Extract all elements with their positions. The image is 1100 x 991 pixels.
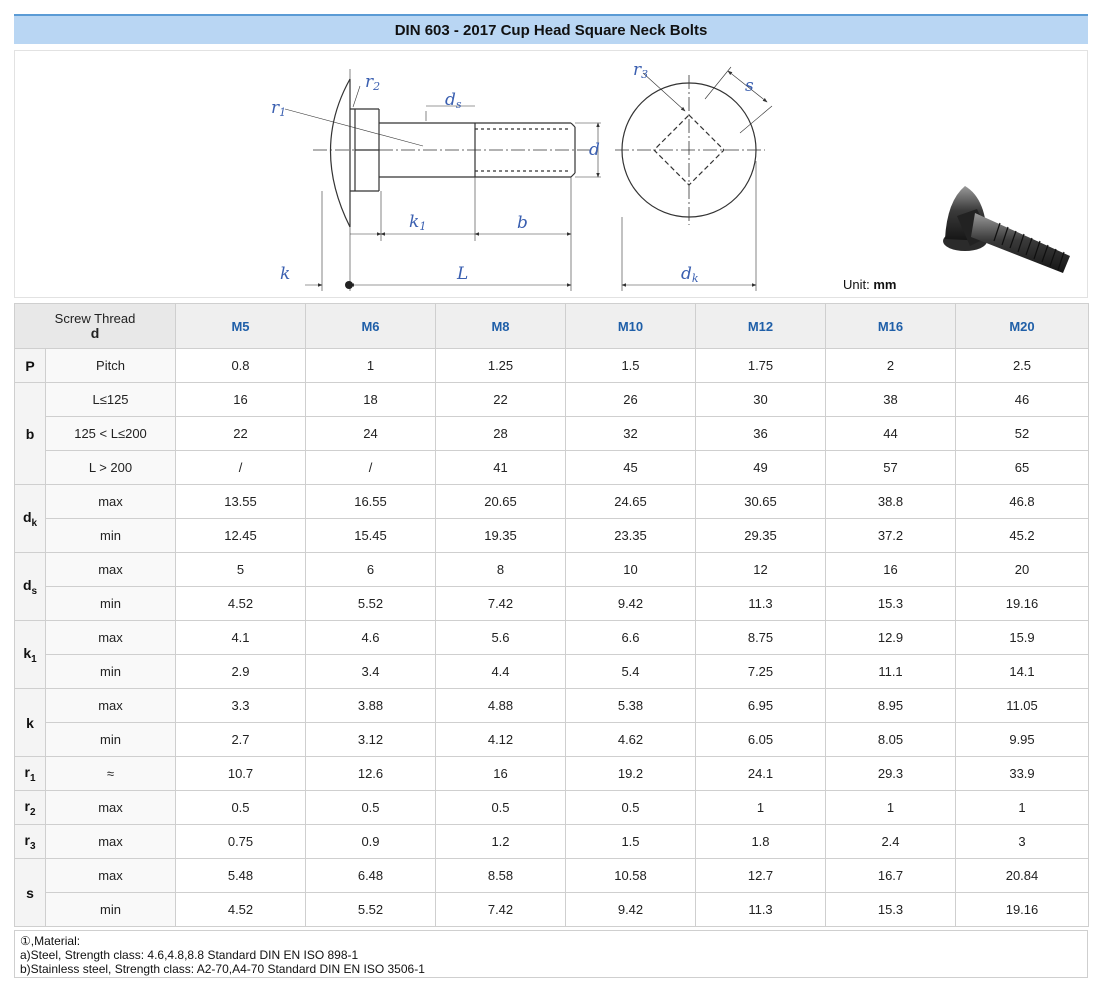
note-line: a)Steel, Strength class: 4.6,4.8,8.8 Standard DIN EN ISO 898-1 [20,948,359,962]
value-cell: 22 [176,417,306,451]
dimension-table [14,303,1089,927]
value-cell: 1 [306,349,436,383]
value-cell: 5.38 [566,689,696,723]
value-cell: 2.7 [176,723,306,757]
value-cell: 3.4 [306,655,436,689]
condition-cell: min [46,519,176,553]
value-cell: 33.9 [956,757,1089,791]
value-cell: 37.2 [826,519,956,553]
column-header: M20 [956,304,1089,349]
value-cell: 1.5 [566,825,696,859]
value-cell: 20.65 [436,485,566,519]
technical-drawing-panel [14,50,1088,298]
value-cell: 12 [696,553,826,587]
value-cell: 16 [826,553,956,587]
table-row [15,587,1089,621]
value-cell: / [176,451,306,485]
value-cell: 0.5 [176,791,306,825]
value-cell: 3 [956,825,1089,859]
condition-cell: min [46,655,176,689]
bolt-end-view [615,67,772,291]
unit-label: Unit: mm [843,277,897,292]
value-cell: 0.5 [566,791,696,825]
table-row [15,655,1089,689]
value-cell: 3.3 [176,689,306,723]
value-cell: 6.48 [306,859,436,893]
parameter-cell: $r_3$ [15,825,46,859]
value-cell: 11.1 [826,655,956,689]
label-s: s [745,76,754,96]
parameter-cell: s [15,859,46,927]
value-cell: 5.52 [306,893,436,927]
parameter-cell: $d_s$ [15,553,46,621]
value-cell: 8.58 [436,859,566,893]
value-cell: / [306,451,436,485]
value-cell: 4.52 [176,587,306,621]
parameter-cell: $k_1$ [15,621,46,689]
value-cell: 1.25 [436,349,566,383]
bolt-drawing [15,51,1089,299]
value-cell: 12.45 [176,519,306,553]
column-header: M8 [436,304,566,349]
page-title: DIN 603 - 2017 Cup Head Square Neck Bolts [14,14,1088,44]
condition-cell: Pitch [46,349,176,383]
value-cell: 15.3 [826,893,956,927]
condition-cell: ≈ [46,757,176,791]
parameter-cell: $r_1$ [15,757,46,791]
parameter-cell: $r_2$ [15,791,46,825]
value-cell: 5.6 [436,621,566,655]
value-cell: 12.6 [306,757,436,791]
value-cell: 1.2 [436,825,566,859]
value-cell: 26 [566,383,696,417]
value-cell: 4.62 [566,723,696,757]
value-cell: 6.6 [566,621,696,655]
value-cell: 3.88 [306,689,436,723]
column-header: M16 [826,304,956,349]
value-cell: 24.1 [696,757,826,791]
condition-cell: 125 < L≤200 [46,417,176,451]
parameter-cell: P [15,349,46,383]
table-row [15,893,1089,927]
table-row [15,723,1089,757]
value-cell: 29.35 [696,519,826,553]
value-cell: 19.2 [566,757,696,791]
table-row [15,825,1089,859]
value-cell: 24.65 [566,485,696,519]
value-cell: 8.05 [826,723,956,757]
value-cell: 32 [566,417,696,451]
value-cell: 7.25 [696,655,826,689]
value-cell: 1.75 [696,349,826,383]
value-cell: 7.42 [436,587,566,621]
value-cell: 5.52 [306,587,436,621]
value-cell: 19.16 [956,893,1089,927]
condition-cell: min [46,723,176,757]
value-cell: 24 [306,417,436,451]
value-cell: 5.4 [566,655,696,689]
value-cell: 11.3 [696,587,826,621]
value-cell: 0.5 [306,791,436,825]
condition-cell: min [46,893,176,927]
table-row [15,553,1089,587]
table-row [15,383,1089,417]
value-cell: 41 [436,451,566,485]
value-cell: 9.42 [566,893,696,927]
value-cell: 13.55 [176,485,306,519]
value-cell: 1 [956,791,1089,825]
label-r1: r1 [271,98,287,119]
value-cell: 12.7 [696,859,826,893]
note-line: b)Stainless steel, Strength class: A2-70,A4-70 Standard DIN EN ISO 3506-1 [20,962,425,976]
parameter-cell: b [15,383,46,485]
condition-cell: max [46,621,176,655]
value-cell: 8 [436,553,566,587]
value-cell: 38 [826,383,956,417]
condition-cell: max [46,825,176,859]
value-cell: 4.52 [176,893,306,927]
value-cell: 16.7 [826,859,956,893]
value-cell: 11.05 [956,689,1089,723]
value-cell: 23.35 [566,519,696,553]
value-cell: 4.6 [306,621,436,655]
value-cell: 49 [696,451,826,485]
label-k1: k1 [409,212,427,233]
value-cell: 10.7 [176,757,306,791]
value-cell: 28 [436,417,566,451]
value-cell: 19.35 [436,519,566,553]
value-cell: 1 [696,791,826,825]
value-cell: 20.84 [956,859,1089,893]
value-cell: 45.2 [956,519,1089,553]
column-header: M10 [566,304,696,349]
value-cell: 4.12 [436,723,566,757]
value-cell: 12.9 [826,621,956,655]
value-cell: 6.95 [696,689,826,723]
value-cell: 46.8 [956,485,1089,519]
bolt-side-view [285,69,601,291]
value-cell: 10 [566,553,696,587]
value-cell: 20 [956,553,1089,587]
table-row [15,621,1089,655]
value-cell: 15.9 [956,621,1089,655]
label-r2: r2 [365,72,381,93]
condition-cell: min [46,587,176,621]
table-row [15,349,1089,383]
value-cell: 4.4 [436,655,566,689]
table-row [15,757,1089,791]
value-cell: 1.5 [566,349,696,383]
value-cell: 0.75 [176,825,306,859]
value-cell: 16.55 [306,485,436,519]
table-row [15,859,1089,893]
value-cell: 9.95 [956,723,1089,757]
value-cell: 15.3 [826,587,956,621]
value-cell: 8.95 [826,689,956,723]
value-cell: 65 [956,451,1089,485]
value-cell: 4.1 [176,621,306,655]
value-cell: 0.5 [436,791,566,825]
parameter-cell: k [15,689,46,757]
value-cell: 10.58 [566,859,696,893]
value-cell: 9.42 [566,587,696,621]
value-cell: 2.9 [176,655,306,689]
table-row [15,519,1089,553]
value-cell: 2.5 [956,349,1089,383]
condition-cell: max [46,791,176,825]
value-cell: 6.05 [696,723,826,757]
value-cell: 18 [306,383,436,417]
value-cell: 7.42 [436,893,566,927]
table-row [15,417,1089,451]
condition-cell: max [46,485,176,519]
value-cell: 1.8 [696,825,826,859]
value-cell: 4.88 [436,689,566,723]
table-row [15,485,1089,519]
value-cell: 38.8 [826,485,956,519]
condition-cell: max [46,689,176,723]
value-cell: 15.45 [306,519,436,553]
value-cell: 30 [696,383,826,417]
value-cell: 6 [306,553,436,587]
condition-cell: L > 200 [46,451,176,485]
label-dk: dk [681,264,699,285]
bolt-photo [943,186,1070,273]
label-d: d [589,140,600,160]
label-r3: r3 [633,60,649,81]
value-cell: 16 [436,757,566,791]
table-row [15,791,1089,825]
value-cell: 46 [956,383,1089,417]
value-cell: 8.75 [696,621,826,655]
value-cell: 22 [436,383,566,417]
value-cell: 2 [826,349,956,383]
value-cell: 11.3 [696,893,826,927]
value-cell: 5 [176,553,306,587]
condition-cell: max [46,859,176,893]
material-notes [14,930,1088,978]
value-cell: 19.16 [956,587,1089,621]
parameter-cell: $d_k$ [15,485,46,553]
table-row [15,451,1089,485]
value-cell: 45 [566,451,696,485]
value-cell: 0.9 [306,825,436,859]
label-b: b [517,213,528,233]
table-header-row [15,304,1089,349]
value-cell: 14.1 [956,655,1089,689]
value-cell: 16 [176,383,306,417]
condition-cell: max [46,553,176,587]
value-cell: 36 [696,417,826,451]
screw-thread-header: Screw Thread d [15,304,176,349]
label-L: L [457,264,469,284]
column-header: M6 [306,304,436,349]
value-cell: 2.4 [826,825,956,859]
value-cell: 5.48 [176,859,306,893]
column-header: M12 [696,304,826,349]
value-cell: 44 [826,417,956,451]
note-line: ①,Material: [20,934,81,948]
column-header: M5 [176,304,306,349]
value-cell: 30.65 [696,485,826,519]
value-cell: 57 [826,451,956,485]
value-cell: 3.12 [306,723,436,757]
table-row [15,689,1089,723]
value-cell: 0.8 [176,349,306,383]
value-cell: 29.3 [826,757,956,791]
condition-cell: L≤125 [46,383,176,417]
value-cell: 52 [956,417,1089,451]
label-ds: ds [445,90,462,111]
value-cell: 1 [826,791,956,825]
label-k: k [280,264,291,284]
